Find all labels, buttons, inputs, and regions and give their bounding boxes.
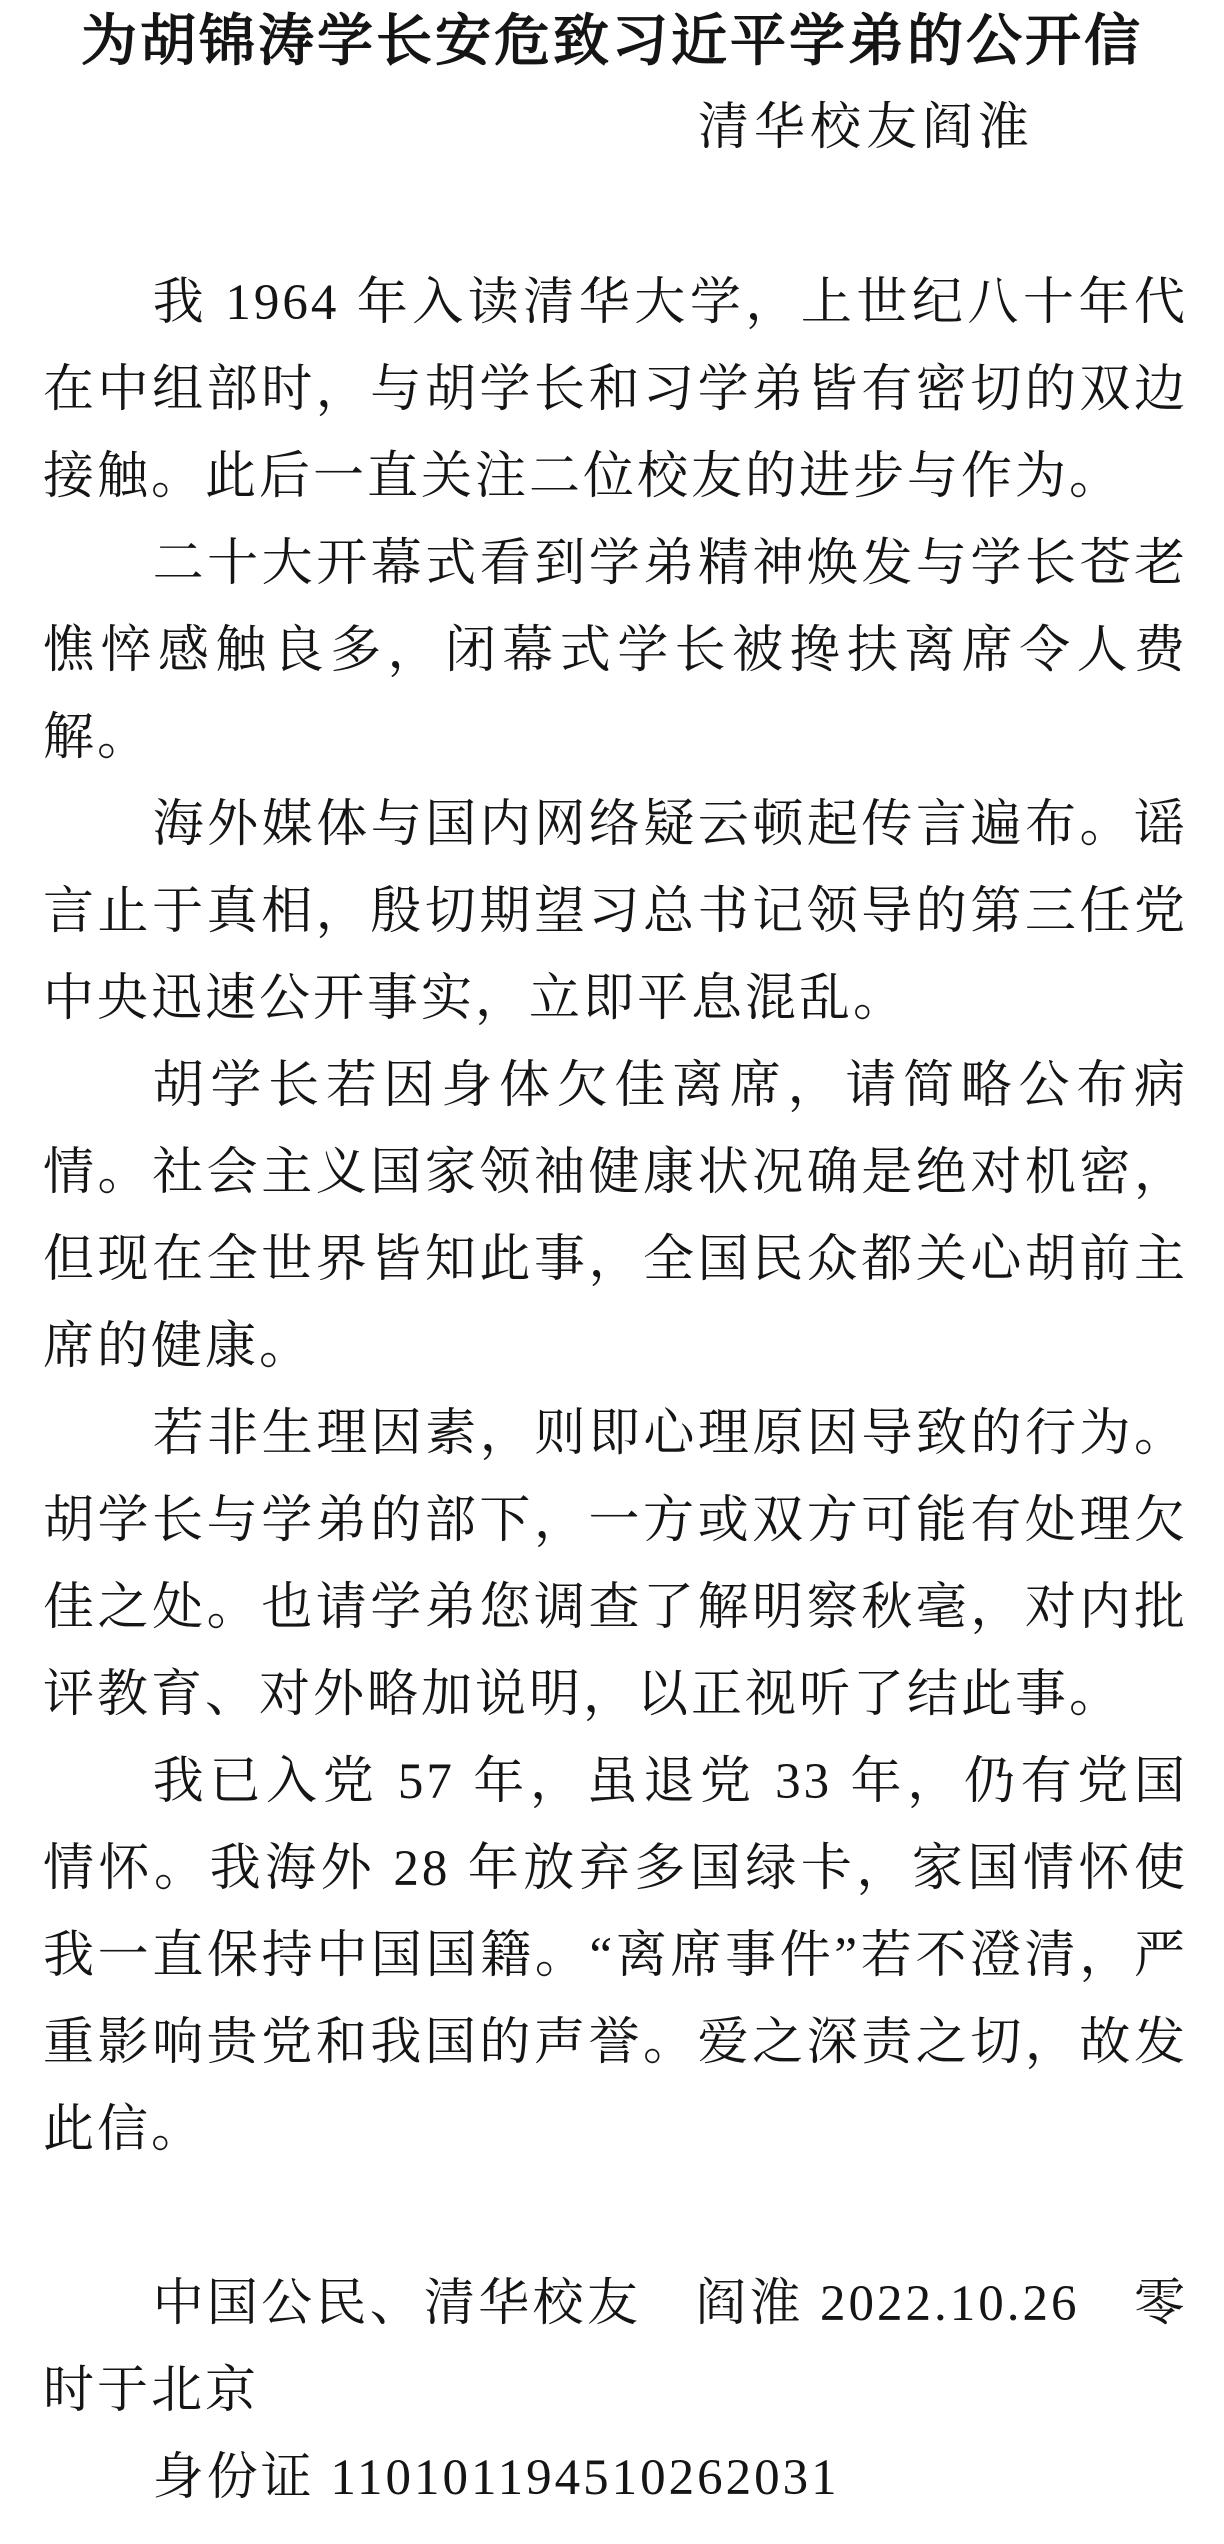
paragraph-3: 海外媒体与国内网络疑云顿起传言遍布。谣言止于真相，殷切期望习总书记领导的第三任党中央迅速公开事实，立即平息混乱。 xyxy=(43,797,1188,1028)
letter-body xyxy=(43,260,1188,2522)
paragraph-2: 二十大开幕式看到学弟精神焕发与学长苍老憔悴感触良多，闭幕式学长被搀扶离席令人费解。 xyxy=(43,536,1188,767)
letter-byline: 清华校友阎淮 xyxy=(697,100,1034,157)
paragraph-6: 我已入党 57 年，虽退党 33 年，仍有党国情怀。我海外 28 年放弃多国绿卡，家国情怀使我一直保持中国国籍。“离席事件”若不澄清，严重影响贵党和我国的声誉。爱之深责之切，故发此信。 xyxy=(43,1754,1188,2159)
signature-block xyxy=(43,2261,1188,2522)
paragraph-4: 胡学长若因身体欠佳离席，请简略公布病情。社会主义国家领袖健康状况确是绝对机密，但现在全世界皆知此事，全国民众都关心胡前主席的健康。 xyxy=(43,1058,1188,1376)
paragraph-1: 我 1964 年入读清华大学，上世纪八十年代在中组部时，与胡学长和习学弟皆有密切的双边接触。此后一直关注二位校友的进步与作为。 xyxy=(43,275,1188,506)
signature-line: 中国公民、清华校友 阎淮 2022.10.26 零时于北京 xyxy=(43,2276,1188,2420)
letter-title: 为胡锦涛学长安危致习近平学弟的公开信 xyxy=(81,11,1143,73)
paragraph-5: 若非生理因素，则即心理原因导致的行为。胡学长与学弟的部下，一方或双方可能有处理欠佳之处。也请学弟您调查了解明察秋毫，对内批评教育、对外略加说明，以正视听了结此事。 xyxy=(43,1406,1188,1724)
id-number-line: 身份证 110101194510262031 xyxy=(152,2450,840,2507)
